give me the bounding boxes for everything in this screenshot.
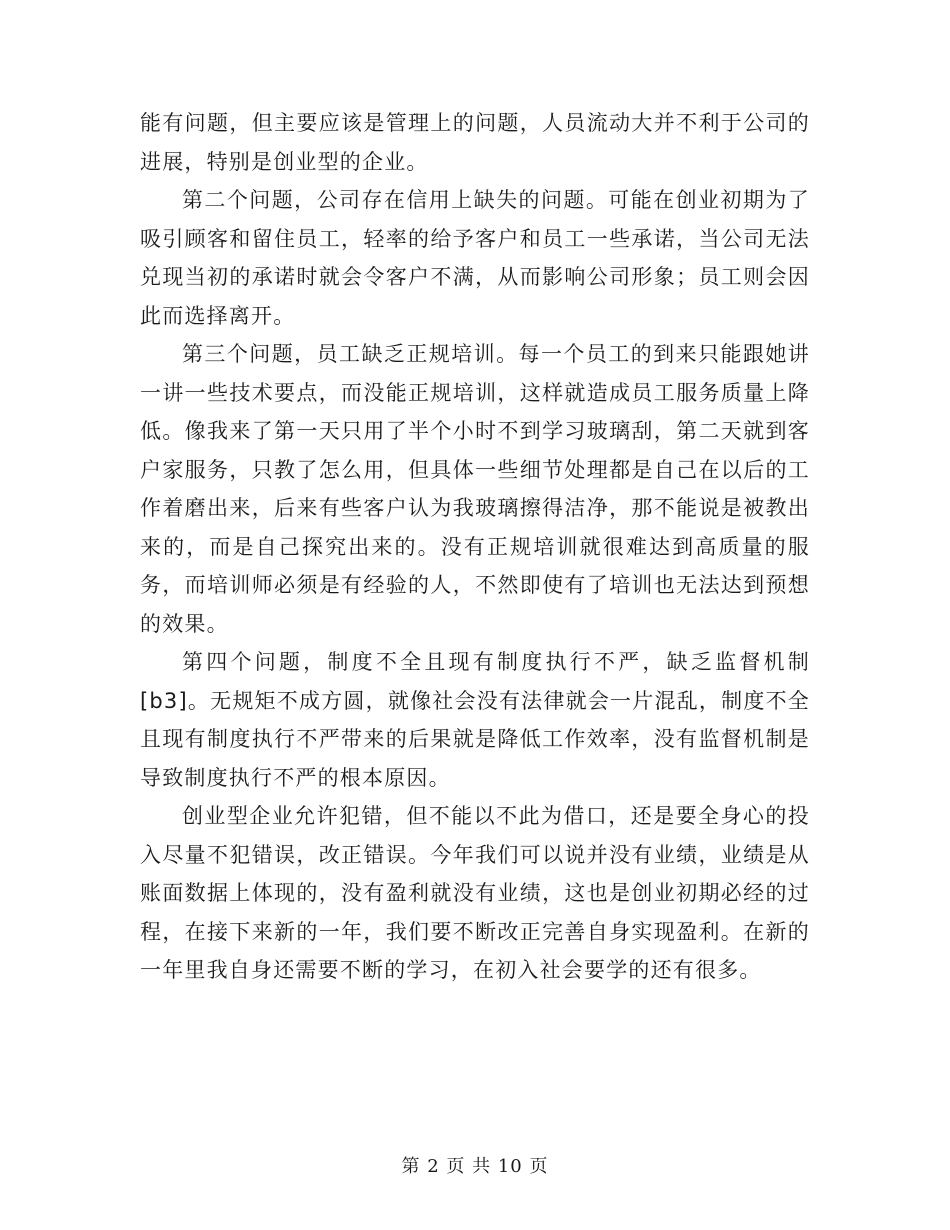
paragraph-continuation: 能有问题，但主要应该是管理上的问题，人员流动大并不利于公司的进展，特别是创业型的企业。: [140, 111, 810, 174]
paragraph-problem-two: 第二个问题，公司存在信用上缺失的问题。可能在创业初期为了吸引顾客和留住员工，轻率的给予客户和员工一些承诺，当公司无法兑现当初的承诺时就会令客户不满，从而影响公司形象；员工则会因此而选择离开。: [140, 188, 810, 328]
document-body: [140, 104, 810, 990]
paragraph-problem-three: 第三个问题，员工缺乏正规培训。每一个员工的到来只能跟她讲一讲一些技术要点，而没能正规培训，这样就造成员工服务质量上降低。像我来了第一天只用了半个小时不到学习玻璃刮，第二天就到客户家服务，只教了怎么用，但具体一些细节处理都是自己在以后的工作着磨出来，后来有些客户认为我玻璃擦得洁净，那不能说是被教出来的，而是自己探究出来的。没有正规培训就很难达到高质量的服务，而培训师必须是有经验的人，不然即使有了培训也无法达到预想的效果。: [140, 342, 810, 636]
page-footer: 第 2 页 共 10 页: [401, 1156, 549, 1177]
paragraph-conclusion: 创业型企业允许犯错，但不能以不此为借口，还是要全身心的投入尽量不犯错误，改正错误。今年我们可以说并没有业绩，业绩是从账面数据上体现的，没有盈利就没有业绩，这也是创业初期必经的过程，在接下来新的一年，我们要不断改正完善自身实现盈利。在新的一年里我自身还需要不断的学习，在初入社会要学的还有很多。: [140, 804, 810, 982]
paragraph-problem-four: 第四个问题，制度不全且现有制度执行不严，缺乏监督机制[b3]。无规矩不成方圆，就像社会没有法律就会一片混乱，制度不全且现有制度执行不严带来的后果就是降低工作效率，没有监督机制是导致制度执行不严的根本原因。: [140, 650, 810, 790]
